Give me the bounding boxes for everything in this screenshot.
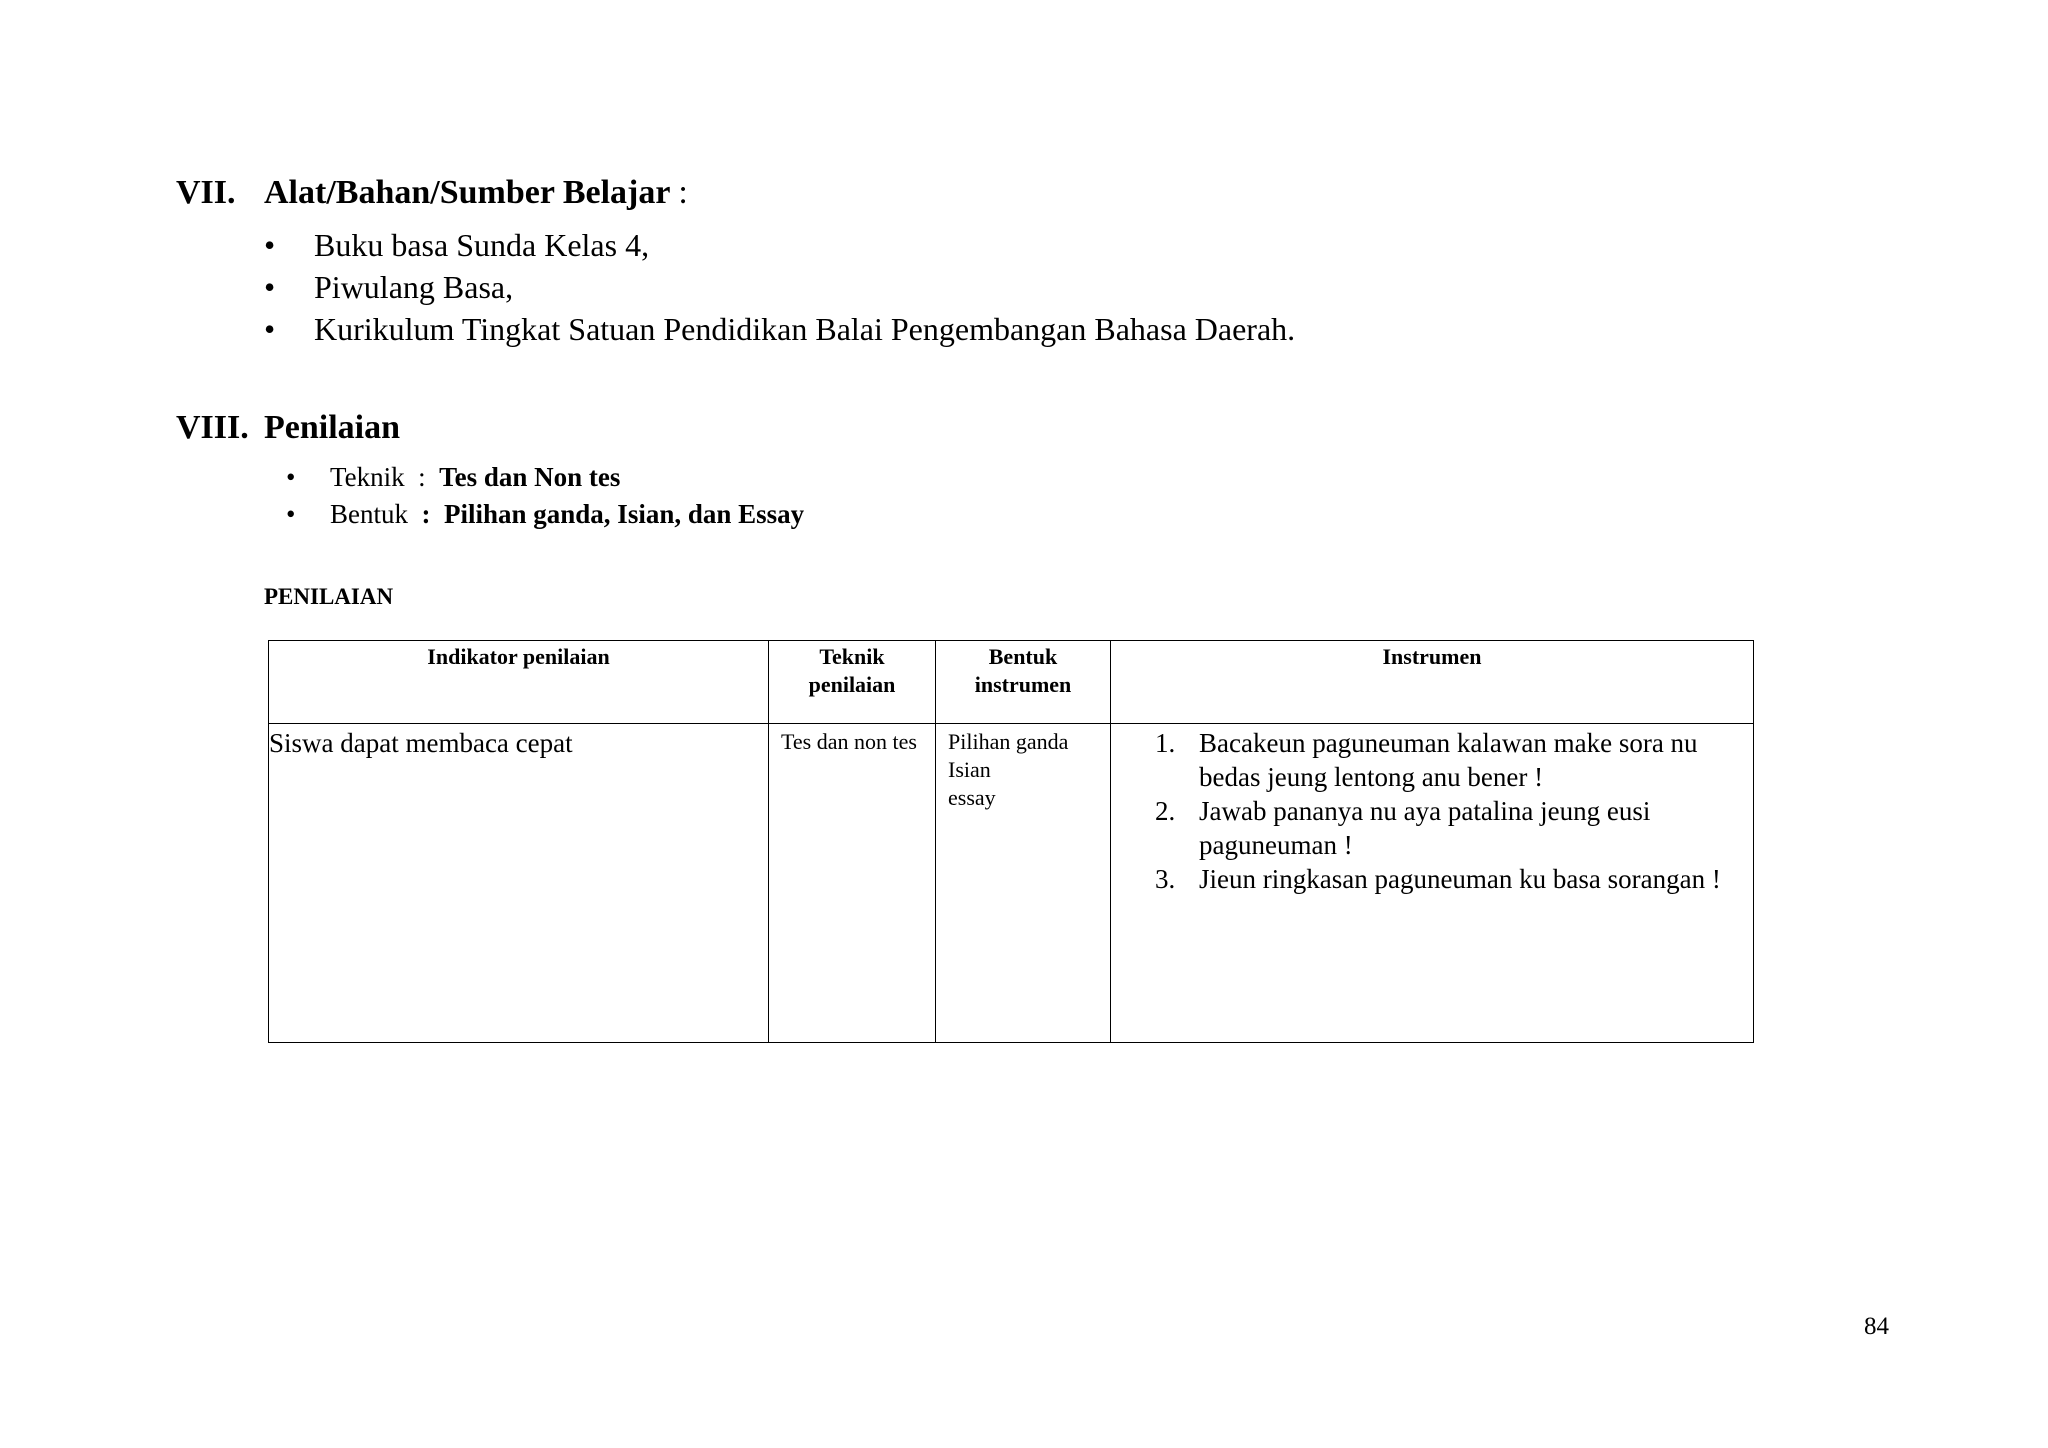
bullet-icon: • xyxy=(264,227,276,263)
penilaian-table xyxy=(268,640,1754,1043)
list-item xyxy=(264,224,1295,266)
list-item-text: Buku basa Sunda Kelas 4, xyxy=(314,227,650,263)
section-8-list xyxy=(286,459,804,533)
bentuk-item: Pilihan ganda xyxy=(948,729,1069,754)
instrumen-number: 2. xyxy=(1155,796,1176,826)
list-item-value: Pilihan ganda, Isian, dan Essay xyxy=(444,499,805,529)
instrumen-number: 3. xyxy=(1155,864,1176,894)
cell-teknik: Tes dan non tes xyxy=(769,724,936,1043)
section-7-title-colon: : xyxy=(678,174,688,211)
cell-bentuk xyxy=(936,724,1111,1043)
header-teknik-line2: penilaian xyxy=(808,672,896,697)
header-instrumen: Instrumen xyxy=(1111,641,1754,724)
bullet-icon: • xyxy=(264,311,276,347)
section-7-list xyxy=(264,224,1295,350)
instrumen-text: Bacakeun paguneuman kalawan make sora nu bedas jeung lentong anu bener ! xyxy=(1199,728,1698,792)
header-bentuk-line2: instrumen xyxy=(974,672,1072,697)
section-8-number: VIII. xyxy=(176,409,249,446)
section-7-title xyxy=(264,174,688,212)
cell-instrumen xyxy=(1111,724,1754,1043)
header-teknik-line1: Teknik xyxy=(819,644,885,669)
list-item xyxy=(1111,794,1753,862)
page-number: 84 xyxy=(1864,1313,1889,1340)
list-item-text: Piwulang Basa, xyxy=(314,269,514,305)
header-teknik xyxy=(769,641,936,724)
list-item-label: Teknik xyxy=(330,462,405,492)
list-item-text: Kurikulum Tingkat Satuan Pendidikan Balai Pengembangan Bahasa Daerah. xyxy=(314,311,1296,347)
bentuk-item: Isian xyxy=(948,757,991,782)
section-7-title-text: Alat/Bahan/Sumber Belajar xyxy=(264,174,670,211)
list-item xyxy=(1111,862,1753,896)
bullet-icon: • xyxy=(286,462,296,492)
table-row xyxy=(269,724,1754,1043)
instrumen-text: Jieun ringkasan paguneuman ku basa sorangan ! xyxy=(1199,864,1721,894)
bullet-icon: • xyxy=(264,269,276,305)
list-item-colon: : xyxy=(421,499,431,529)
list-item-colon: : xyxy=(418,462,426,492)
list-item xyxy=(264,266,1295,308)
list-item xyxy=(264,308,1295,350)
list-item xyxy=(286,459,804,496)
bullet-icon: • xyxy=(286,499,296,529)
list-item xyxy=(1111,726,1753,794)
list-item xyxy=(286,496,804,533)
list-item-label: Bentuk xyxy=(330,499,408,529)
instrumen-text: Jawab pananya nu aya patalina jeung eusi paguneuman ! xyxy=(1199,796,1651,860)
instrumen-number: 1. xyxy=(1155,728,1176,758)
penilaian-heading: PENILAIAN xyxy=(264,584,394,609)
header-bentuk-line1: Bentuk xyxy=(988,644,1058,669)
section-8-title: Penilaian xyxy=(264,409,401,446)
section-7-number: VII. xyxy=(176,174,236,211)
instrumen-list xyxy=(1111,726,1753,896)
header-bentuk xyxy=(936,641,1111,724)
cell-indikator: Siswa dapat membaca cepat xyxy=(269,724,769,1043)
header-indikator: Indikator penilaian xyxy=(269,641,769,724)
table-header-row xyxy=(269,641,1754,724)
bentuk-item: essay xyxy=(948,785,996,810)
list-item-value: Tes dan Non tes xyxy=(439,462,621,492)
